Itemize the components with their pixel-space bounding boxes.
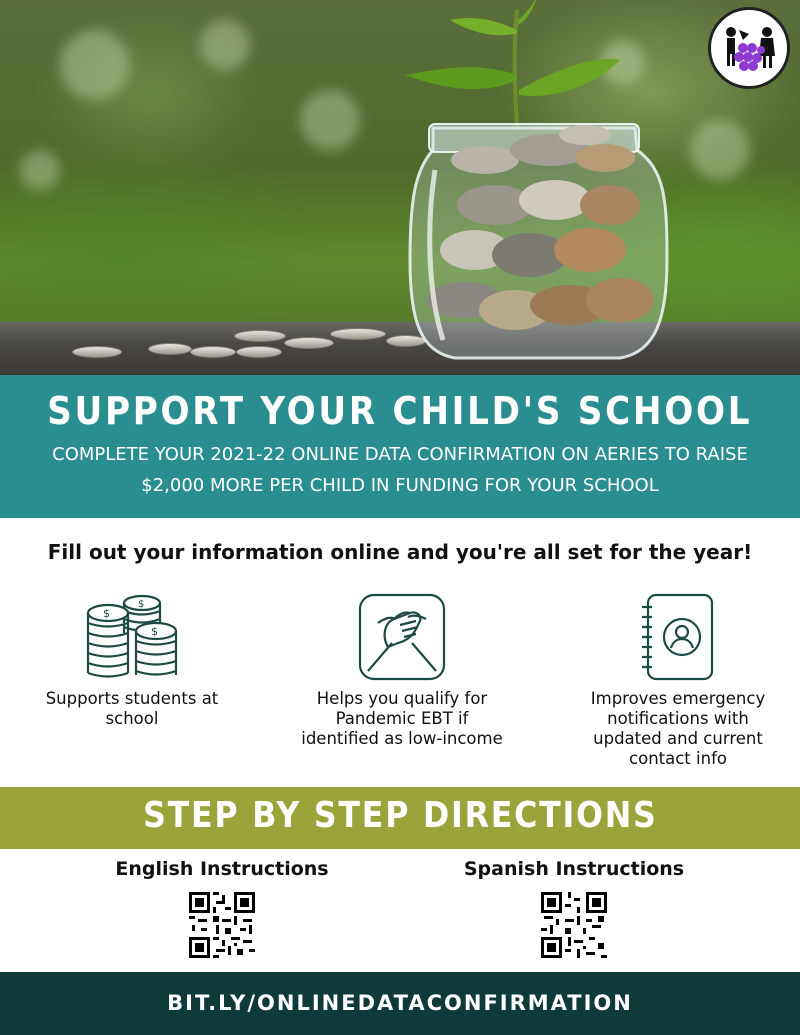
english-instructions-label: English Instructions (115, 858, 329, 880)
wooden-surface (0, 322, 800, 375)
english-qr-code[interactable] (189, 892, 255, 958)
spanish-instructions (434, 858, 714, 958)
benefit-text: Supports students at school (45, 689, 219, 728)
contact-book-icon (568, 593, 788, 681)
footer-url[interactable]: BIT.LY/ONLINEDATACONFIRMATION (0, 972, 800, 1035)
banner-title: SUPPORT YOUR CHILD'S SCHOOL (47, 389, 753, 433)
hero-photo (0, 0, 800, 375)
tagline: Fill out your information online and you're all set for the year! (47, 540, 753, 564)
spanish-instructions-label: Spanish Instructions (463, 858, 685, 880)
svg-text:$: $ (103, 607, 110, 620)
benefit-text: Helps you qualify for Pandemic EBT if identified as low-income (301, 689, 503, 748)
benefit-supports-students (22, 593, 242, 729)
directions-title: STEP BY STEP DIRECTIONS (142, 795, 658, 836)
benefit-emergency-notifications (568, 593, 788, 769)
banner-subtitle (0, 439, 800, 501)
banner-subtitle-line-2: $2,000 MORE PER CHILD IN FUNDING FOR YOUR SCHOOL (141, 475, 659, 496)
directions-banner (0, 787, 800, 849)
coin-stacks-icon (22, 593, 242, 681)
coin-jar-image (405, 0, 675, 365)
benefit-text: Improves emergency notifications with updated and current contact info (590, 689, 766, 768)
spanish-qr-code[interactable] (541, 892, 607, 958)
svg-text:$: $ (151, 625, 158, 638)
benefit-pandemic-ebt (292, 593, 512, 749)
svg-text:$: $ (138, 599, 145, 610)
handshake-icon (292, 593, 512, 681)
english-instructions (82, 858, 362, 958)
banner-subtitle-line-1: COMPLETE YOUR 2021-22 ONLINE DATA CONFIRMATION ON AERIES TO RAISE (52, 444, 748, 465)
school-logo (708, 7, 790, 89)
support-banner (0, 375, 800, 518)
